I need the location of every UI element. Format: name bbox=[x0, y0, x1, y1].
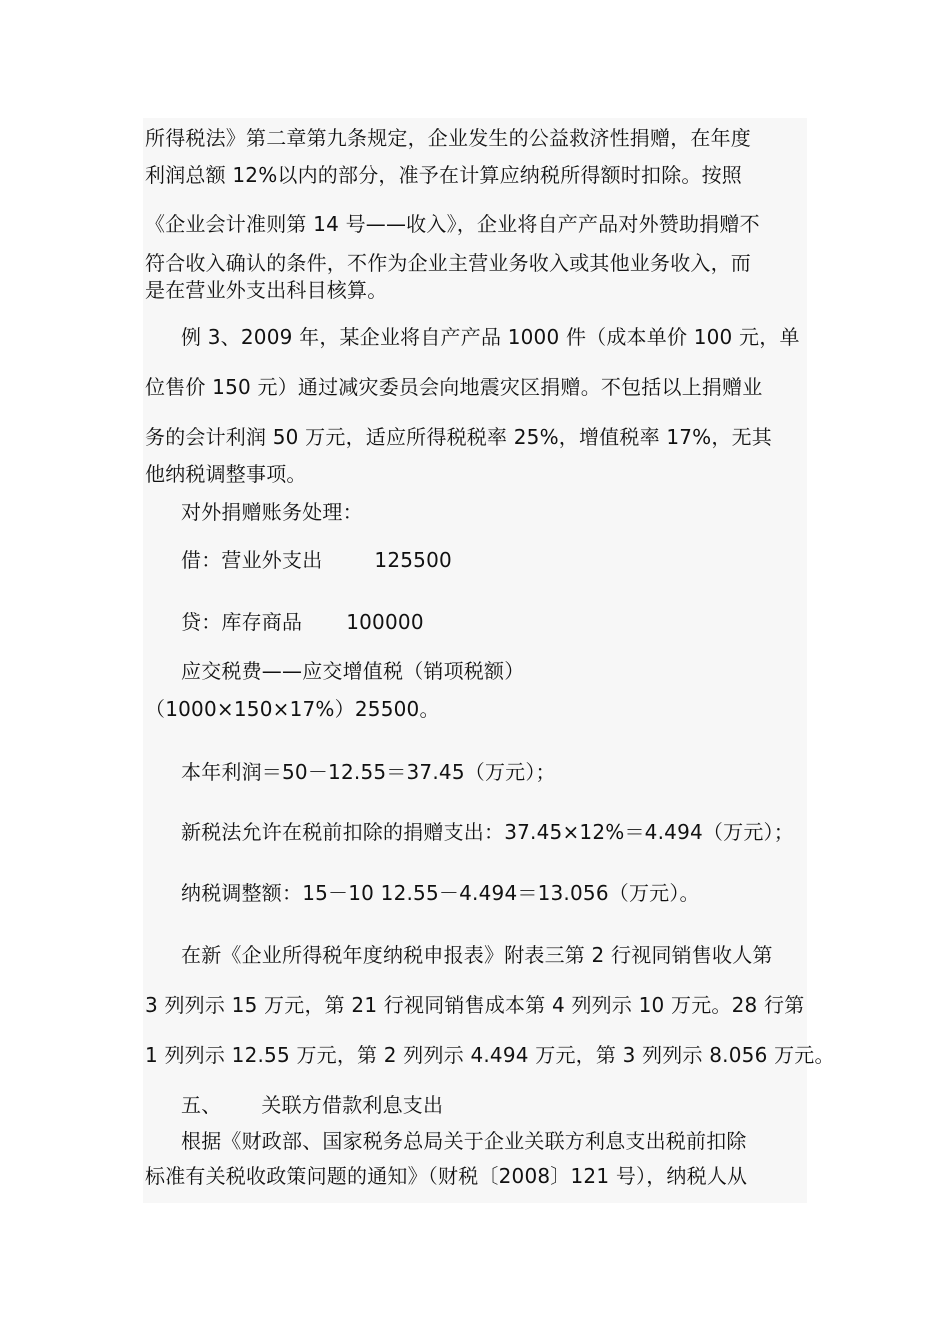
paragraph-line: 利润总额 12%以内的部分，准予在计算应纳税所得额时扣除。按照 bbox=[145, 163, 743, 187]
credit-amount: 100000 bbox=[346, 610, 424, 634]
section-number: 五、 bbox=[181, 1093, 222, 1117]
example-line: 例 3、2009 年，某企业将自产产品 1000 件（成本单价 100 元，单 bbox=[181, 325, 800, 349]
debit-entry bbox=[181, 546, 452, 574]
example-line: 务的会计利润 50 万元，适应所得税税率 25%，增值税率 17%，无其 bbox=[145, 425, 772, 449]
paragraph-line: 符合收入确认的条件，不作为企业主营业务收入或其他业务收入，而 bbox=[145, 251, 751, 275]
paragraph-line: 所得税法》第二章第九条规定，企业发生的公益救济性捐赠，在年度 bbox=[145, 126, 751, 150]
debit-label: 借：营业外支出 bbox=[181, 548, 323, 572]
example-line: 他纳税调整事项。 bbox=[145, 462, 307, 486]
report-line: 3 列列示 15 万元，第 21 行视同销售成本第 4 列列示 10 万元。28 行第 bbox=[145, 993, 805, 1017]
paragraph-line: 标准有关税收政策问题的通知》（财税〔2008〕121 号），纳税人从 bbox=[145, 1164, 748, 1188]
report-line: 在新《企业所得税年度纳税申报表》附表三第 2 行视同销售收人第 bbox=[181, 943, 773, 967]
tax-entry-amount: （1000×150×17%）25500。 bbox=[145, 697, 440, 721]
paragraph-line: 是在营业外支出科目核算。 bbox=[145, 278, 388, 302]
credit-label: 贷：库存商品 bbox=[181, 610, 303, 634]
section-title: 关联方借款利息支出 bbox=[261, 1093, 444, 1117]
debit-amount: 125500 bbox=[374, 548, 452, 572]
example-line: 位售价 150 元）通过减灾委员会向地震灾区捐赠。不包括以上捐赠业 bbox=[145, 375, 763, 399]
report-line: 1 列列示 12.55 万元，第 2 列列示 4.494 万元，第 3 列列示 8.056 万元。 bbox=[145, 1043, 835, 1067]
paragraph-line: 根据《财政部、国家税务总局关于企业关联方利息支出税前扣除 bbox=[181, 1129, 747, 1153]
calc-line: 纳税调整额：15－10 12.55－4.494＝13.056（万元）。 bbox=[181, 881, 700, 905]
calc-line: 本年利润＝50－12.55＝37.45（万元）； bbox=[181, 760, 556, 784]
tax-entry: 应交税费——应交增值税（销项税额） bbox=[181, 659, 525, 683]
paragraph-line: 《企业会计准则第 14 号——收入》，企业将自产产品对外赞助捐赠不 bbox=[145, 212, 760, 236]
calc-line: 新税法允许在税前扣除的捐赠支出：37.45×12%＝4.494（万元）； bbox=[181, 820, 794, 844]
section-heading bbox=[181, 1091, 443, 1119]
credit-entry bbox=[181, 608, 424, 636]
accounting-heading: 对外捐赠账务处理： bbox=[181, 500, 363, 524]
